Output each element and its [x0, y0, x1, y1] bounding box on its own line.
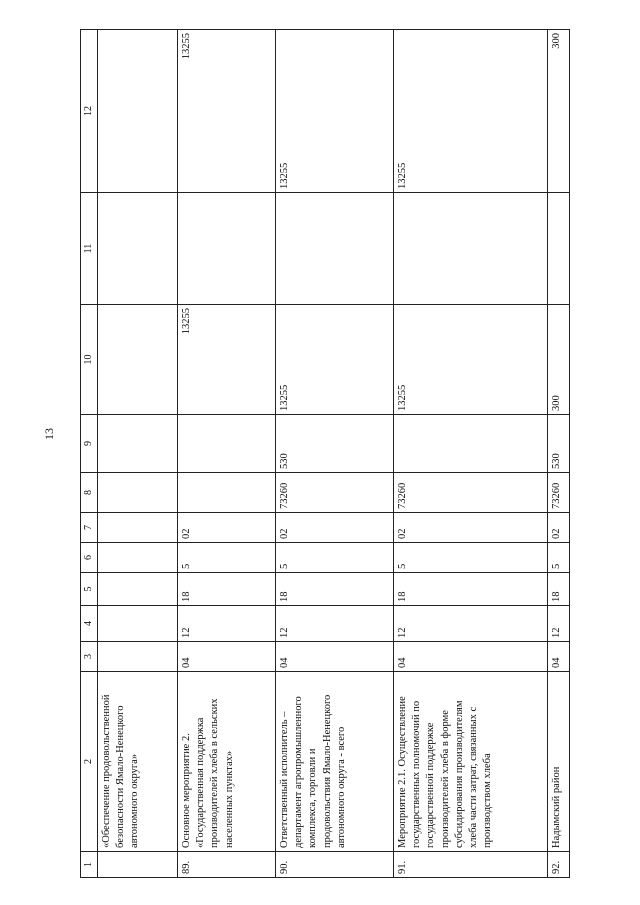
- header-cell: 12: [81, 30, 98, 193]
- table-cell: 13255: [276, 30, 394, 193]
- table-cell: [178, 473, 276, 513]
- table-cell: [276, 193, 394, 305]
- header-cell: 4: [81, 606, 98, 642]
- table-cell: 13255: [394, 305, 548, 415]
- table-cell: 02: [548, 513, 570, 543]
- header-cell: 3: [81, 642, 98, 672]
- table-cell: Ответственный исполнитель – департамент агропромышленного комплекса, торговли и продовольствия Ямало-Ненецкого автономного округа - всего: [276, 672, 394, 852]
- table-cell: 18: [276, 573, 394, 606]
- table-cell: 12: [178, 606, 276, 642]
- table-cell: [394, 193, 548, 305]
- table-cell: [98, 305, 178, 415]
- table-cell: 73260: [394, 473, 548, 513]
- table-cell: [98, 642, 178, 672]
- table-cell: [178, 415, 276, 473]
- table-cell: 04: [276, 642, 394, 672]
- table-cell: 89.: [178, 852, 276, 878]
- table-cell: [98, 30, 178, 193]
- table-cell: [548, 193, 570, 305]
- header-cell: 6: [81, 543, 98, 573]
- table-cell: 530: [548, 415, 570, 473]
- table-cell: [98, 543, 178, 573]
- table-cell: Надымский район: [548, 672, 570, 852]
- table-cell: [98, 513, 178, 543]
- table-cell: «Обеспечение продовольственной безопасности Ямало-Ненецкого автономного округа»: [98, 672, 178, 852]
- table-row: [178, 30, 276, 878]
- header-cell: 8: [81, 473, 98, 513]
- table-cell: 73260: [276, 473, 394, 513]
- page-number: 13: [42, 428, 56, 440]
- table-cell: 13255: [178, 30, 276, 193]
- table-cell: 13255: [178, 305, 276, 415]
- table-cell: 02: [394, 513, 548, 543]
- table-cell: 5: [394, 543, 548, 573]
- table-cell: 02: [178, 513, 276, 543]
- table-cell: 73260: [548, 473, 570, 513]
- table-cell: [178, 193, 276, 305]
- budget-table: [80, 29, 570, 878]
- table-cell: [98, 415, 178, 473]
- table-cell: 91.: [394, 852, 548, 878]
- table-cell: 18: [548, 573, 570, 606]
- table-cell: 18: [178, 573, 276, 606]
- header-cell: 11: [81, 193, 98, 305]
- table-cell: [98, 606, 178, 642]
- table-cell: 5: [178, 543, 276, 573]
- table-cell: [98, 852, 178, 878]
- table-cell: 5: [276, 543, 394, 573]
- header-cell: 2: [81, 672, 98, 852]
- table-cell: 5: [548, 543, 570, 573]
- table-cell: 300: [548, 305, 570, 415]
- header-cell: 5: [81, 573, 98, 606]
- table-cell: 18: [394, 573, 548, 606]
- header-cell: 1: [81, 852, 98, 878]
- table-cell: 02: [276, 513, 394, 543]
- header-cell: 10: [81, 305, 98, 415]
- table-cell: 13255: [394, 30, 548, 193]
- table-cell: [394, 415, 548, 473]
- rotated-table-container: [80, 30, 582, 878]
- table-cell: 04: [548, 642, 570, 672]
- header-cell: 9: [81, 415, 98, 473]
- table-cell: [98, 573, 178, 606]
- table-cell: 300: [548, 30, 570, 193]
- table-cell: 04: [178, 642, 276, 672]
- table-row: [394, 30, 548, 878]
- table-header-row: [81, 30, 98, 878]
- table-row: [548, 30, 570, 878]
- table-cell: [98, 193, 178, 305]
- header-cell: 7: [81, 513, 98, 543]
- table-cell: [98, 473, 178, 513]
- table-cell: 12: [548, 606, 570, 642]
- table-cell: 12: [394, 606, 548, 642]
- table-cell: 530: [276, 415, 394, 473]
- table-cell: 12: [276, 606, 394, 642]
- table-row: [276, 30, 394, 878]
- table-cell: 92.: [548, 852, 570, 878]
- table-row: [98, 30, 178, 878]
- table-cell: 04: [394, 642, 548, 672]
- table-cell: Мероприятие 2.1. Осуществление государственных полномочий по государственной поддержке производителей хлеба в форме субсидирования производителям хлеба части затрат, связанных с производством хлеба: [394, 672, 548, 852]
- table-cell: 90.: [276, 852, 394, 878]
- table-cell: Основное мероприятие 2. «Государственная поддержка производителей хлеба в сельских населенных пунктах»: [178, 672, 276, 852]
- table-cell: 13255: [276, 305, 394, 415]
